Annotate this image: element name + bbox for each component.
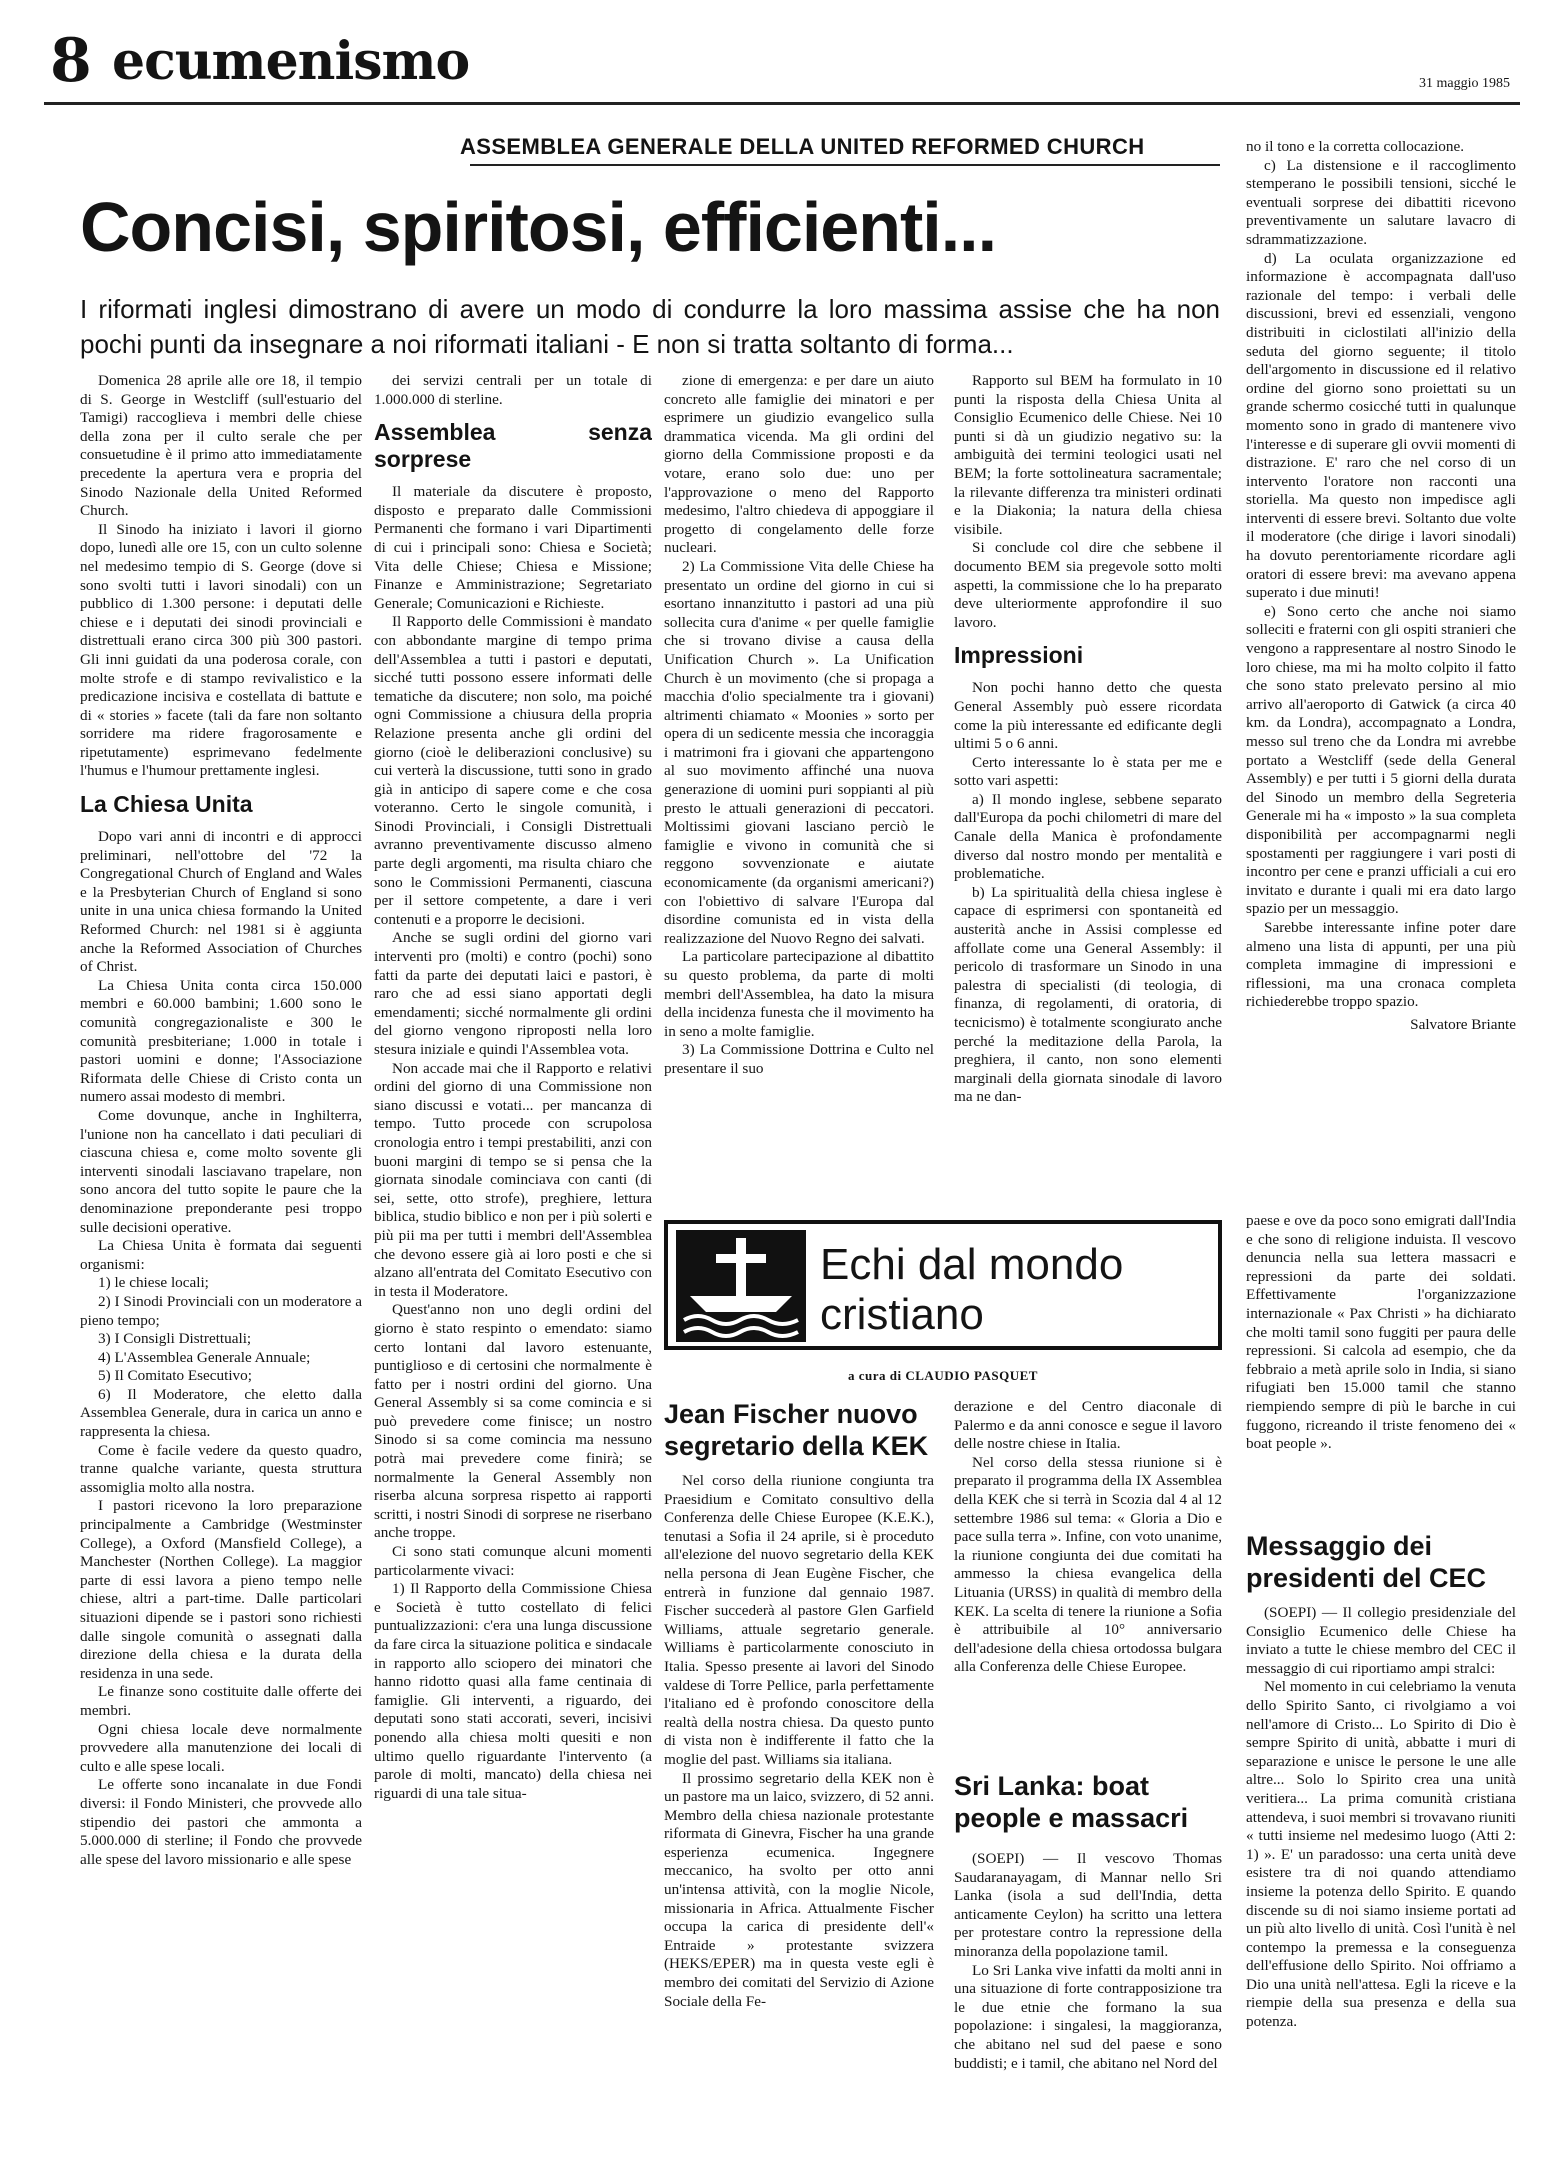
article-column-2 bbox=[374, 372, 652, 2154]
article-signature: Salvatore Briante bbox=[1410, 1015, 1516, 1033]
cec-headline: Messaggio dei presidenti del CEC bbox=[1246, 1531, 1487, 1593]
list-item: 6) Il Moderatore, che eletto dalla Assemblea Generale, dura in carica un anno e rappresenta la chiesa. bbox=[80, 1385, 362, 1441]
article-standfirst: I riformati inglesi dimostrano di avere un modo di condurre la loro massima assise che ha non pochi punti da insegnare a noi riformati italiani - E non si tratta soltanto di forma... bbox=[80, 294, 1220, 359]
paragraph: b) La spiritualità della chiesa inglese è capace di esprimersi con spontaneità ed austerità anche in Assisi complesse ed affollate come una General Assembly: il pericolo di trasformare un Sinodo in una palestra di specialisti (di teologia, di finanza, di regolamenti, di oratoria, di tecnicismo) è totalmente scongiurato anche perché la meditazione della Parola, la preghiera, il canto, non sono elementi marginali della giornata sinodale di lavoro ma ne dan- bbox=[954, 883, 1222, 1106]
paragraph: Non pochi hanno detto che questa General Assembly può essere ricordata come la più interessante ed edificante degli ultimi 5 o 6 anni. bbox=[954, 679, 1222, 753]
subheading-chiesa-unita: La Chiesa Unita bbox=[80, 791, 253, 818]
page-number: 8 bbox=[50, 26, 92, 96]
church-boat-icon bbox=[676, 1230, 806, 1342]
echi-title bbox=[820, 1240, 1200, 1340]
paragraph: Nel momento in cui celebriamo la venuta dello Spirito Santo, ci rivolgiamo a voi nell'amore di Cristo... Lo Spirito di Dio è sempre Spirito di unità, abbatte i muri di separazione e unisce le persone le une alle altre... Solo lo Spirito crea una unità veritiera... La prima comunità cristiana attendeva, i suoi membri si trovavano riuniti « tutti insieme nel medesimo luogo (Atti 2: 1) ». E' un paradosso: una certa unità deve esistere tra di noi quando attendiamo insieme la potenza dello Spirito. E quando discende su di noi siamo insieme portati ad un più alto livello di unità. Così l'unità è nel contempo la premessa e la conseguenza dell'effusione dello Spirito. Noi offriamo a Dio una unità nell'attesa. Egli la riceve e la riempie della sua presenza e della sua potenza. bbox=[1246, 1678, 1516, 2031]
paragraph: 3) La Commissione Dottrina e Culto nel presentare il suo bbox=[664, 1041, 934, 1077]
masthead-rule bbox=[44, 102, 1520, 105]
article-headline: Concisi, spiritosi, efficienti... bbox=[80, 188, 997, 266]
paragraph: dei servizi centrali per un totale di 1.000.000 di sterline. bbox=[374, 372, 652, 408]
list-item: 5) Il Comitato Esecutivo; bbox=[98, 1367, 252, 1385]
paragraph: Sarebbe interessante infine poter dare almeno una lista di appunti, per una più completa immagine di impressioni e riflessioni, ma una cronaca completa richiederebbe troppo spazio. bbox=[1246, 918, 1516, 1011]
section-title: ecumenismo bbox=[112, 31, 470, 92]
fischer-column-1 bbox=[664, 1472, 934, 2132]
paragraph: Come è facile vedere da questo quadro, tranne qualche variante, questa struttura assomiglia molto alla nostra. bbox=[80, 1441, 362, 1496]
echi-curator: a cura di CLAUDIO PASQUET bbox=[848, 1368, 1038, 1383]
paragraph: (SOEPI) — Il vescovo Thomas Saudaranayagam, di Mannar nello Sri Lanka (isola a sud dell'India, detta anticamente Ceylon) ha scritto una lettera per protestare contro la repressione della minoranza della popolazione tamil. bbox=[954, 1850, 1222, 1960]
srilanka-headline: Sri Lanka: boat people e massacri bbox=[954, 1771, 1189, 1833]
paragraph: Il materiale da discutere è proposto, disposto e preparato dalle Commissioni Permanenti che formano i vari Dipartimenti di cui i principali sono: Chiesa e Società; Vita delle Chiese; Chiesa e Missione; Finanze e Amministrazione; Segretariato Generale; Comunicazioni e Richieste. bbox=[374, 483, 652, 612]
kicker-rule bbox=[470, 164, 1220, 166]
fischer-headline: Jean Fischer nuovo segretario della KEK bbox=[664, 1399, 929, 1461]
paragraph: Rapporto sul BEM ha formulato in 10 punti la risposta della Chiesa Unita al Consiglio Ecumenico delle Chiese. Nei 10 punti si dà un giudizio negativo su: la ambiguità dei termini teologici usati nel BEM; la forte sottolineatura sacramentale; la rilevante differenza tra ministeri ordinati e la Diakonia; la natura della chiesa visibile. bbox=[954, 372, 1222, 538]
paragraph: I pastori ricevono la loro preparazione principalmente a Cambridge (Westminster College), a Oxford (Mansfield College), a Manchester (Northen College). La maggior parte di essi lavora a pieno tempo nelle chiese, altri a part-time. Dalle particolari situazioni dipende se i pastori sono richiesti dalle singole comunità o assegnati dalla direzione della chiesa e la durata della residenza in una sede. bbox=[80, 1497, 362, 1682]
cec-column bbox=[1246, 1604, 1516, 2144]
paragraph: paese e ove da poco sono emigrati dall'India e che sono di religione induista. Il vescovo denuncia nella sua lettera massacri e repressioni da parte dei soldati. Effettivamente l'organizzazione internazionale « Pax Christi » ha dichiarato che molti tamil sono fuggiti per paura delle repressioni. Si calcola ad esempio, che da febbraio a metà aprile solo in India, si siano rifugiati ben 15.000 tamil che stanno riempiendo sempre di più le barche in cui fuggono, ricreando il triste fenomeno dei « boat people ». bbox=[1246, 1212, 1516, 1453]
paragraph: derazione e del Centro diaconale di Palermo e da anni conosce e segue il lavoro delle nostre chiese in Italia. bbox=[954, 1398, 1222, 1453]
paragraph: Certo interessante lo è stata per me e sotto vari aspetti: bbox=[954, 753, 1222, 790]
srilanka-column bbox=[954, 1850, 1222, 2140]
paragraph: c) La distensione e il raccoglimento stemperano le possibili tensioni, sicché le eventuali sorprese dei dibattiti ricevono preventivamente un salutare lavacro di sdrammatizzazione. bbox=[1246, 156, 1516, 248]
paragraph: (SOEPI) — Il collegio presidenziale del Consiglio Ecumenico delle Chiese ha inviato a tutte le chiese membro del CEC il messaggio di cui riportiamo ampi stralci: bbox=[1246, 1604, 1516, 1677]
echi-title-line-2: cristiano bbox=[820, 1290, 984, 1339]
paragraph: Lo Sri Lanka vive infatti da molti anni in una situazione di forte contrapposizione tra le due etnie che formano la sua popolazione: i singalesi, la maggioranza, che abitano nel sud del paese e sono buddisti; e i tamil, che abitano nel Nord del bbox=[954, 1961, 1222, 2072]
paragraph: Non accade mai che il Rapporto e relativi ordini del giorno di una Commissione non siano discussi e votati... per mancanza di tempo. Tutto procede con scrupolosa cronologia entro i tempi prestabiliti, anzi con buoni margini di tempo se si pensa che la giornata sinodale cominciava con canti (di sei, sette, otto strofe), preghiere, lettura biblica, studio biblico e non per i più solerti e più pii ma per tutti i membri dell'Assemblea che devono essere già ai loro posti e che si alzano all'entrata del Comitato Esecutivo con in testa il Moderatore. bbox=[374, 1059, 652, 1300]
paragraph: d) La oculata organizzazione ed informazione è accompagnata dall'uso razionale del tempo: i verbali delle discussioni, brevi ed essenziali, vengono distribuiti in ciclostilati all'inizio della seduta del giorno seguente; il titolo dell'argomento in discussione ed il relativo ordine del giorno sono proiettati su un grande schermo cosicché tutti in qualunque momento sono in grado di mantenere vivo l'interesse e di superare gli ovvii momenti di distrazione. E' raro che nel corso di un intervento l'oratore non racconti una storiella. Ma questo non impedisce agli interventi di essere brevi. Soltanto due volte il moderatore (che dirige i lavori sinodali) ha dovuto perentoriamente ricordare agli oratori di essere brevi: ma avevano appena superato i due minuti! bbox=[1246, 249, 1516, 602]
paragraph: Le finanze sono costituite dalle offerte dei membri. bbox=[80, 1683, 362, 1719]
paragraph: Ogni chiesa locale deve normalmente provvedere alla manutenzione dei locali di culto e alle spese locali. bbox=[80, 1720, 362, 1775]
paragraph: Il prossimo segretario della KEK non è un pastore ma un laico, svizzero, di 52 anni. Membro della chiesa nazionale protestante riformata di Ginevra, Fischer ha una grande esperienza ecumenica. Ingegnere meccanico, ha svolto per otto anni un'intensa attività, con la moglie Nicole, missionaria in Africa. Attualmente Fischer occupa la carica di presidente dell'« Entraide » protestante svizzera (HEKS/EPER) ma in questa veste egli è membro dei comitati del Servizio di Azione Sociale della Fe- bbox=[664, 1769, 934, 2010]
list-item: 1) le chiese locali; bbox=[98, 1274, 209, 1292]
paragraph: 1) Il Rapporto della Commissione Chiesa e Società è tutto costellato di felici puntualizzazioni: c'era una lunga discussione da fare circa la situazione politica e sindacale in rapporto allo sciopero dei minatori che hanno ridotto quasi alla fame centinaia di famiglie. Gli interventi, a riguardo, dei deputati sono stati accorati, severi, incisivi ponendo alla chiesa molti quesiti e non ultimo quello riguardante l'intervento (a parole di molti, mancato) della chiesa nei riguardi di una tale situa- bbox=[374, 1580, 652, 1802]
article-column-5 bbox=[1246, 138, 1516, 1210]
paragraph: La Chiesa Unita è formata dai seguenti organismi: bbox=[80, 1237, 362, 1273]
paragraph: 2) La Commissione Vita delle Chiese ha presentato un ordine del giorno in cui si esortano innanzitutto i pastori ad una più sollecita cura d'anime « per quelle famiglie che si trovano divise a causa della Unification Church ». La Unification Church è un movimento (che si propaga a macchia d'olio specialmente tra i giovani) altrimenti chiamato « Moonies » sorto per opera di un sedicente messia che incoraggia i matrimoni fra i giovani che appartengono al suo movimento affinché una nuova generazione di uomini puri soppianti al più presto le attuali generazioni di peccatori. Moltissimi giovani lasciano perciò le famiglie e vivono in comunità che si reggono sovvenzionate e aiutate economicamente (da organismi americani?) con l'obiettivo di salvare l'Europa dal disordine comunista ed in vista della realizzazione del Nuovo Regno dei salvati. bbox=[664, 557, 934, 947]
paragraph: Dopo vari anni di incontri e di approcci preliminari, nell'ottobre del '72 la Congregational Church of England and Wales e la Presbyterian Church of England si sono unite in una unica chiesa formando la United Reformed Church: nel 1981 si è aggiunta anche la Reformed Association of Churches of Christ. bbox=[80, 828, 362, 976]
paragraph: no il tono e la corretta collocazione. bbox=[1246, 138, 1465, 155]
paragraph: Le offerte sono incanalate in due Fondi diversi: il Fondo Ministeri, che provvede allo stipendio dei pastori che ammonta a 5.000.000 di sterline; il Fondo che provvede alle spese del lavoro missionario e alle spese bbox=[80, 1776, 362, 1868]
paragraph: Come dovunque, anche in Inghilterra, l'unione non ha cancellato i dati peculiari di ciascuna chiesa e, come molto sovente gli interventi sinodali lasciavano trapelare, non sono ancora del tutto sopite le paure che la denominazione preponderante pesi troppo sulle decisioni operative. bbox=[80, 1106, 362, 1236]
paragraph: Nel corso della riunione congiunta tra Praesidium e Comitato consultivo della Conferenza delle Chiese Europee (K.E.K.), tenutasi a Sofia il 24 aprile, si è proceduto all'elezione del nuovo segretario della KEK nella persona di Jean Eugène Fischer, che entrerà in funzione dal gennaio 1987. Fischer succederà al pastore Glen Garfield Williams, attuale segretario generale. Williams è particolarmente conosciuto in Italia. Spesso presente ai lavori del Sinodo valdese di Torre Pellice, parla perfettamente l'italiano ed è profondo conoscitore della realtà della nostra chiesa. Da questo punto di vista non è indifferente il fatto che la moglie del past. Williams sia italiana. bbox=[664, 1472, 934, 1768]
paragraph: Nel corso della stessa riunione si è preparato il programma della IX Assemblea della KEK che si terrà in Scozia dal 4 al 12 settembre 1986 sul tema: « Gloria a Dio e pace sulla terra ». Infine, con voto unanime, la riunione congiunta dei due comitati ha ammesso la chiesa evangelica della Lituania (URSS) in qualità di membro della KEK. La scelta di tenere la riunione a Sofia è attribuibile al 10° anniversario dell'adesione della chiesa ortodossa bulgara alla Conferenza delle Chiese Europee. bbox=[954, 1453, 1222, 1676]
subheading-impressioni: Impressioni bbox=[954, 642, 1084, 669]
srilanka-continuation bbox=[1246, 1212, 1516, 1522]
paragraph: Ci sono stati comunque alcuni momenti particolarmente vivaci: bbox=[374, 1543, 652, 1579]
list-item: 4) L'Assemblea Generale Annuale; bbox=[98, 1348, 311, 1366]
paragraph: e) Sono certo che anche noi siamo solleciti e fraterni con gli ospiti stranieri che vengono a rappresentare al nostro Sinodo le loro chiese, ma mi ha molto colpito il fatto che sono stato prelevato persino al mio arrivo all'aeroporto di Gatwick (a circa 40 km. da Londra), accompagnato a Londra, messo sul treno che da Londra mi avrebbe portato a Westcliff (sede della General Assembly) e per tutti i 5 giorni della durata del Sinodo un membro della Segreteria Generale mi ha « imposto » la sua completa disponibilità per accompagnarmi negli spostamenti per raggiungere i vari posti di incontro per cene e pranzi ufficiali a cui ero invitato e durante i quali mi era dato largo spazio per un messaggio. bbox=[1246, 602, 1516, 918]
paragraph: a) Il mondo inglese, sebbene separato dall'Europa da pochi chilometri di mare del Canale della Manica è profondamente diverso dal nostro mondo per mentalità e problematiche. bbox=[954, 790, 1222, 883]
subheading-assemblea: Assemblea senza sorprese bbox=[374, 419, 652, 473]
paragraph: zione di emergenza: e per dare un aiuto concreto alle famiglie dei minatori e per esprimere un giudizio evangelico sulla drammatica vicenda. Ma gli ordini del giorno della Commissione proposti e da votare, erano solo due: uno per l'approvazione o meno del Rapporto medesimo, l'altro chiedeva di appoggiare il progetto di congelamento delle forze nucleari. bbox=[664, 372, 934, 557]
list-item: 3) I Consigli Distrettuali; bbox=[98, 1330, 252, 1348]
article-kicker: ASSEMBLEA GENERALE DELLA UNITED REFORMED CHURCH bbox=[460, 134, 1145, 159]
paragraph: Il Sinodo ha iniziato i lavori il giorno dopo, lunedì alle ore 15, con un culto solenne nel medesimo tempio di S. George (dove si sono svolti tutti i lavori sinodali) con un pubblico di 1.300 persone: i deputati delle chiese e i deputati dei sinodi provinciali e distrettuali erano circa 300 più 300 pastori. Gli inni guidati da una poderosa corale, con molte strofe e di stampo revivalistico e la predicazione incisiva e costellata di battute e di « stories » facete (tali da fare non soltanto sorridere ma ridere fragorosamente e ripetutamente) esprimevano fedelmente l'humus e l'humour prettamente inglesi. bbox=[80, 520, 362, 780]
paragraph: Anche se sugli ordini del giorno vari interventi pro (molti) e contro (pochi) sono fatti da parte dei deputati laici e pastori, è raro che ad essi siano apportati degli emendamenti; sicché normalmente gli ordini del giorno vengono riproposti nella loro stesura iniziale e quindi l'Assemblea vota. bbox=[374, 929, 652, 1058]
fischer-column-2 bbox=[954, 1398, 1222, 1758]
article-column-4 bbox=[954, 372, 1222, 1192]
paragraph: La particolare partecipazione al dibattito su questo problema, da parte di molti membri dell'Assemblea, ha dato la misura della incidenza funesta che il movimento ha in seno a molte famiglie. bbox=[664, 948, 934, 1040]
echi-title-line-1: Echi dal mondo bbox=[820, 1240, 1124, 1289]
issue-date: 31 maggio 1985 bbox=[1419, 76, 1510, 91]
paragraph: Domenica 28 aprile alle ore 18, il tempio di S. George in Westcliff (sull'estuario del Tamigi) raccoglieva i membri delle chiese della zona per il culto serale che per consuetudine è il primo atto immediatamente precedente la apertura vera e propria del Sinodo Nazionale della United Reformed Church. bbox=[80, 372, 362, 520]
article-column-1 bbox=[80, 372, 362, 2154]
paragraph: Il Rapporto delle Commissioni è mandato con abbondante margine di tempo prima dell'Assemblea a tutti i pastori e deputati, sicché tutti possono essere informati delle tematiche da discutere; non solo, ma poiché ogni Commissione a chiusura della propria Relazione presenta anche gli ordini del giorno (cioè le deliberazioni conclusive) su cui verterà la discussione, tutti sono in grado già in anticipo di sapere come e che cosa voteranno. Certo le singole comunità, i Sinodi Provinciali, i Consigli Distrettuali avranno preventivamente discusso almeno parte degli argomenti, ma risulta chiaro che sono le Commissioni Permanenti, ciascuna per il settore competente, a dare i veri contenuti e a proporre le decisioni. bbox=[374, 613, 652, 928]
paragraph: Si conclude col dire che sebbene il documento BEM sia pregevole sotto molti aspetti, la commissione che lo ha preparato deve ulteriormente approfondire il suo lavoro. bbox=[954, 539, 1222, 631]
paragraph: Quest'anno non uno degli ordini del giorno è stato respinto o emendato: siamo certo lontani dal lavoro estenuante, puntiglioso e di certosini che normalmente è fatto per i nostri ordini del giorno. Una General Assembly si sa come comincia e si può prevedere come finisce; un nostro Sinodo si sa come comincia ma nessuno potrà mai prevedere come finirà; se normalmente la General Assembly non riserba alcuna sorpresa rispetto ai rapporti scritti, i nostri Sinodi di sorprese ne riserbano anche troppe. bbox=[374, 1301, 652, 1542]
list-item: 2) I Sinodi Provinciali con un moderatore a pieno tempo; bbox=[80, 1292, 362, 1329]
paragraph: La Chiesa Unita conta circa 150.000 membri e 60.000 bambini; 1.600 sono le comunità congregazionaliste e 300 le comunità presbiteriane; 1.000 in totale i pastori uomini e donne; l'Associazione Riformata delle Chiese di Cristo conta un numero assai modesto di membri. bbox=[80, 976, 362, 1106]
article-column-3 bbox=[664, 372, 934, 1192]
